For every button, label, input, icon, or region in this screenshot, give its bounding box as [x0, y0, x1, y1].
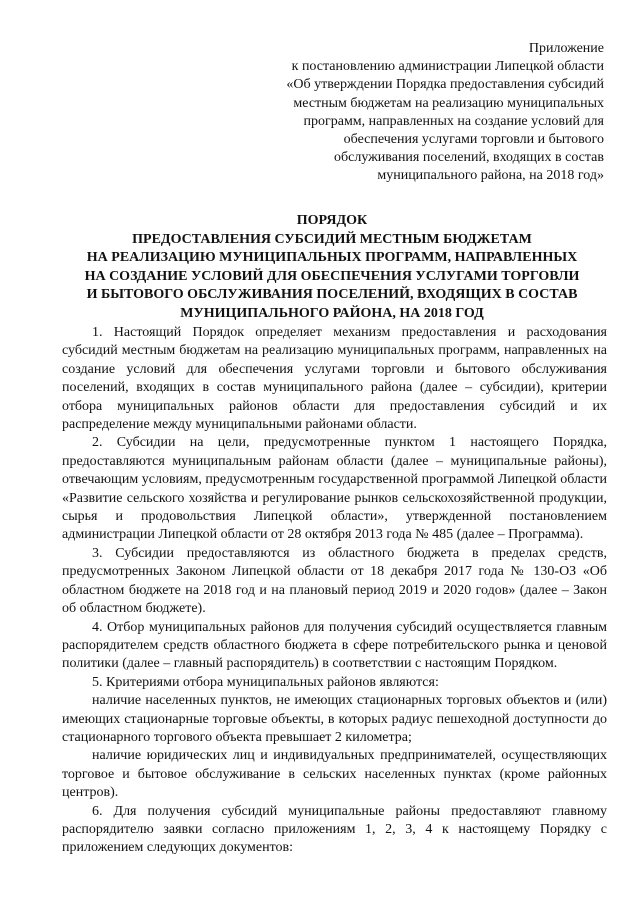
appendix-line: обеспечения услугами торговли и бытового [343, 132, 604, 148]
appendix-line: к постановлению администрации Липецкой области [291, 59, 604, 75]
title-line: НА СОЗДАНИЕ УСЛОВИЙ ДЛЯ ОБЕСПЕЧЕНИЯ УСЛУГАМИ ТОРГОВЛИ [84, 268, 580, 284]
criterion-item: наличие населенных пунктов, не имеющих стационарных торговых объектов и (или) имеющих стационарные торговые объекты, в которых радиус пешеходной доступности до стационарного торгового объекта превышает 2 километра; [62, 693, 607, 745]
appendix-line: обслуживания поселений, входящих в состав [334, 150, 604, 166]
title-line: ПОРЯДОК [296, 213, 368, 228]
title-line: НА РЕАЛИЗАЦИЮ МУНИЦИПАЛЬНЫХ ПРОГРАММ, НАПРАВЛЕННЫХ [86, 250, 578, 265]
appendix-line: программ, направленных на создание условий для [303, 113, 604, 129]
title-line: ПРЕДОСТАВЛЕНИЯ СУБСИДИЙ МЕСТНЫМ БЮДЖЕТАМ [132, 231, 532, 247]
title-line: МУНИЦИПАЛЬНОГО РАЙОНА, НА 2018 ГОД [180, 305, 484, 321]
document-title [52, 212, 612, 323]
paragraph-5: 5. Критериями отбора муниципальных районов являются: [92, 674, 439, 690]
paragraph-1: 1. Настоящий Порядок определяет механизм предоставления и расходования субсидий местным бюджетам на реализацию муниципальных программ, направленных на создание условий для обеспечения услугами торговли и бытового обслуживания поселений, входящих в состав муниципального района (далее – субсидии), критерии отбора муниципальных районов области для предоставления субсидий и их распределение между муниципальными районами области. [62, 325, 607, 433]
paragraph-6: 6. Для получения субсидий муниципальные районы предоставляют главному распорядителю заявки согласно приложениям 1, 2, 3, 4 к настоящему Порядку с приложением следующих документов: [62, 803, 607, 856]
appendix-line: «Об утверждении Порядка предоставления субсидий [286, 77, 604, 93]
paragraph-3: 3. Субсидии предоставляются из областного бюджета в пределах средств, предусмотренных Законом Липецкой области от 18 декабря 2017 года № 130-ОЗ «Об областном бюджете на 2018 год и на плановый период 2019 и 2020 годов» (далее – Закон об областном бюджете). [62, 545, 607, 617]
appendix-line: Приложение [528, 41, 604, 56]
appendix-line: местным бюджетам на реализацию муниципальных [293, 95, 604, 111]
paragraph-4: 4. Отбор муниципальных районов для получения субсидий осуществляется главным распорядителем средств областного бюджета в сфере потребительского рынка и ценовой политики (далее – главный распорядитель) в соответствии с настоящим Порядком. [62, 619, 607, 672]
document-body [62, 324, 607, 858]
appendix-line: муниципального района, на 2018 год» [377, 168, 604, 184]
title-line: И БЫТОВОГО ОБСЛУЖИВАНИЯ ПОСЕЛЕНИЙ, ВХОДЯЩИХ В СОСТАВ [86, 287, 578, 302]
criterion-item: наличие юридических лиц и индивидуальных предпринимателей, осуществляющих торговое и бытовое обслуживание в сельских населенных пунктах (кроме районных центров). [62, 748, 607, 801]
paragraph-2: 2. Субсидии на цели, предусмотренные пунктом 1 настоящего Порядка, предоставляются муниципальным районам области (далее – муниципальные районы), отвечающим условиям, предусмотренным государственной программой Липецкой области «Развитие сельского хозяйства и регулирование рынков сельскохозяйственной продукции, сырья и продовольствия Липецкой области», утвержденной постановлением администрации Липецкой области от 28 октября 2013 года № 485 (далее – Программа). [62, 435, 607, 543]
appendix-header [244, 40, 604, 186]
